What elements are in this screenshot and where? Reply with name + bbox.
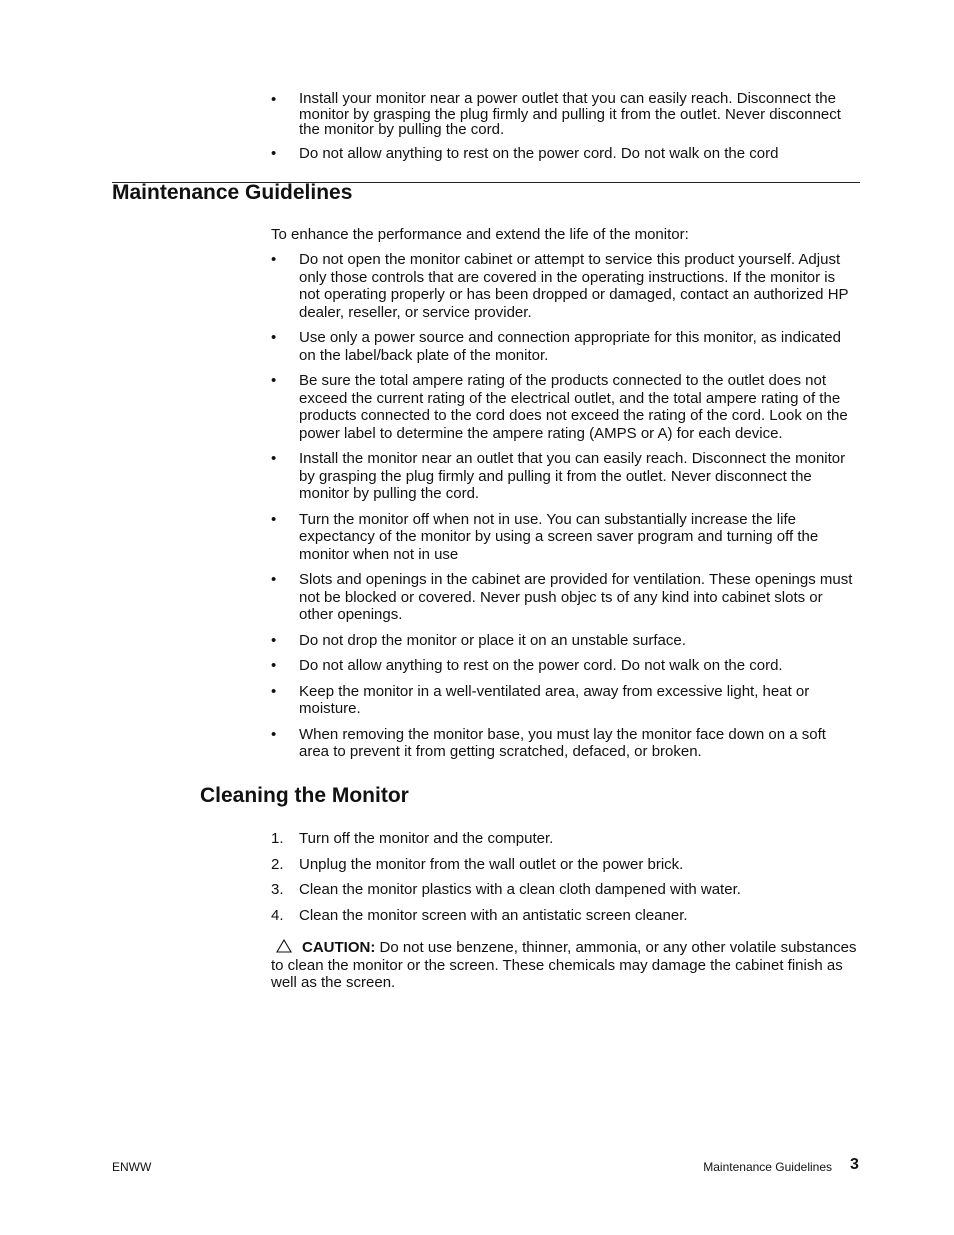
bullet-marker: • [271, 450, 277, 467]
bullet-text: Keep the monitor in a well-ventilated area, away from excessive light, heat or moisture. [299, 682, 810, 717]
bullet-text: Do not allow anything to rest on the power cord. Do not walk on the cord [299, 144, 779, 162]
list-item [271, 657, 859, 675]
bullet-text: Do not open the monitor cabinet or attempt to service this product yourself. Adjust only those controls that are covered in the operating instructions. If the monitor is not operating properly or has been dropped or damaged, contact an authorized HP dealer, reseller, or service provider. [299, 251, 849, 321]
list-item [271, 511, 859, 564]
list-item [271, 329, 859, 364]
step-text: Clean the monitor screen with an antistatic screen cleaner. [299, 906, 688, 924]
bullet-text: Turn the monitor off when not in use. You can substantially increase the life expectancy of the monitor by using a screen saver program and turning off the monitor when not in use [299, 510, 819, 563]
section-heading-maintenance: Maintenance Guidelines [112, 181, 353, 204]
bullet-marker: • [271, 329, 277, 346]
step-number: 3. [271, 881, 284, 898]
bullet-marker: • [271, 144, 277, 162]
step-text: Clean the monitor plastics with a clean cloth dampened with water. [299, 881, 741, 898]
bullet-marker: • [271, 91, 277, 108]
caution-label: CAUTION: [302, 939, 376, 956]
bullet-text: Do not drop the monitor or place it on an unstable surface. [299, 631, 686, 649]
list-item [271, 145, 859, 163]
step-number: 2. [271, 855, 284, 873]
bullet-text: Do not allow anything to rest on the power cord. Do not walk on the cord. [299, 657, 783, 674]
bullet-marker: • [271, 372, 277, 389]
bullet-text: Install the monitor near an outlet that you can easily reach. Disconnect the monitor by grasping the plug firmly and pulling it from the outlet. Never disconnect the monitor by pulling the cord. [299, 450, 846, 502]
bullet-text: When removing the monitor base, you must lay the monitor face down on a soft area to prevent it from getting scratched, defaced, or broken. [299, 725, 826, 760]
list-item [271, 372, 859, 442]
bullet-marker: • [271, 725, 277, 743]
bullet-text: Install your monitor near a power outlet that you can easily reach. Disconnect the monitor by grasping the plug firmly and pulling it from the outlet. Never disconnect the monitor by pulling the cord. [299, 90, 841, 138]
list-item [271, 91, 859, 138]
list-item [271, 632, 859, 650]
bullet-marker: • [271, 657, 277, 674]
section-heading-cleaning: Cleaning the Monitor [200, 784, 409, 807]
bullet-text: Be sure the total ampere rating of the products connected to the outlet does not exceed the current rating of the electrical outlet, and the total ampere rating of the products connected to the cord does not exceed the rating of the cord. Look on the power label to determine the ampere rating (AMPS or A) for each device. [299, 372, 848, 442]
bullet-text: Slots and openings in the cabinet are provided for ventilation. These openings must not be blocked or covered. Never push objec ts of any kind into cabinet slots or other openings. [299, 571, 853, 623]
list-item [271, 830, 859, 848]
maintenance-bullet-list [271, 251, 859, 761]
list-item [271, 856, 859, 874]
footer-section-title: Maintenance Guidelines [703, 1160, 832, 1174]
list-item [271, 683, 859, 718]
list-item [271, 726, 859, 761]
caution-note [271, 939, 859, 992]
step-number: 1. [271, 830, 284, 847]
list-item [271, 251, 859, 321]
list-item [271, 881, 859, 899]
caution-text: Do not use benzene, thinner, ammonia, or any other volatile substances to clean the monitor or the screen. These chemicals may damage the cabinet finish as well as the screen. [271, 939, 857, 991]
maintenance-intro: To enhance the performance and extend the life of the monitor: [271, 226, 689, 243]
bullet-marker: • [271, 571, 277, 588]
footer-left-label: ENWW [112, 1160, 152, 1174]
step-text: Unplug the monitor from the wall outlet or the power brick. [299, 855, 684, 873]
bullet-marker: • [271, 631, 277, 649]
top-bullet-list [271, 91, 859, 162]
bullet-marker: • [271, 682, 277, 700]
bullet-marker: • [271, 510, 277, 528]
step-text: Turn off the monitor and the computer. [299, 830, 554, 847]
list-item [271, 907, 859, 925]
bullet-text: Use only a power source and connection appropriate for this monitor, as indicated on the label/back plate of the monitor. [299, 329, 841, 364]
step-number: 4. [271, 906, 284, 924]
page-number: 3 [850, 1156, 859, 1173]
cleaning-steps-list [271, 830, 859, 924]
bullet-marker: • [271, 251, 277, 268]
list-item [271, 450, 859, 503]
list-item [271, 571, 859, 624]
warning-triangle-icon [276, 939, 294, 953]
